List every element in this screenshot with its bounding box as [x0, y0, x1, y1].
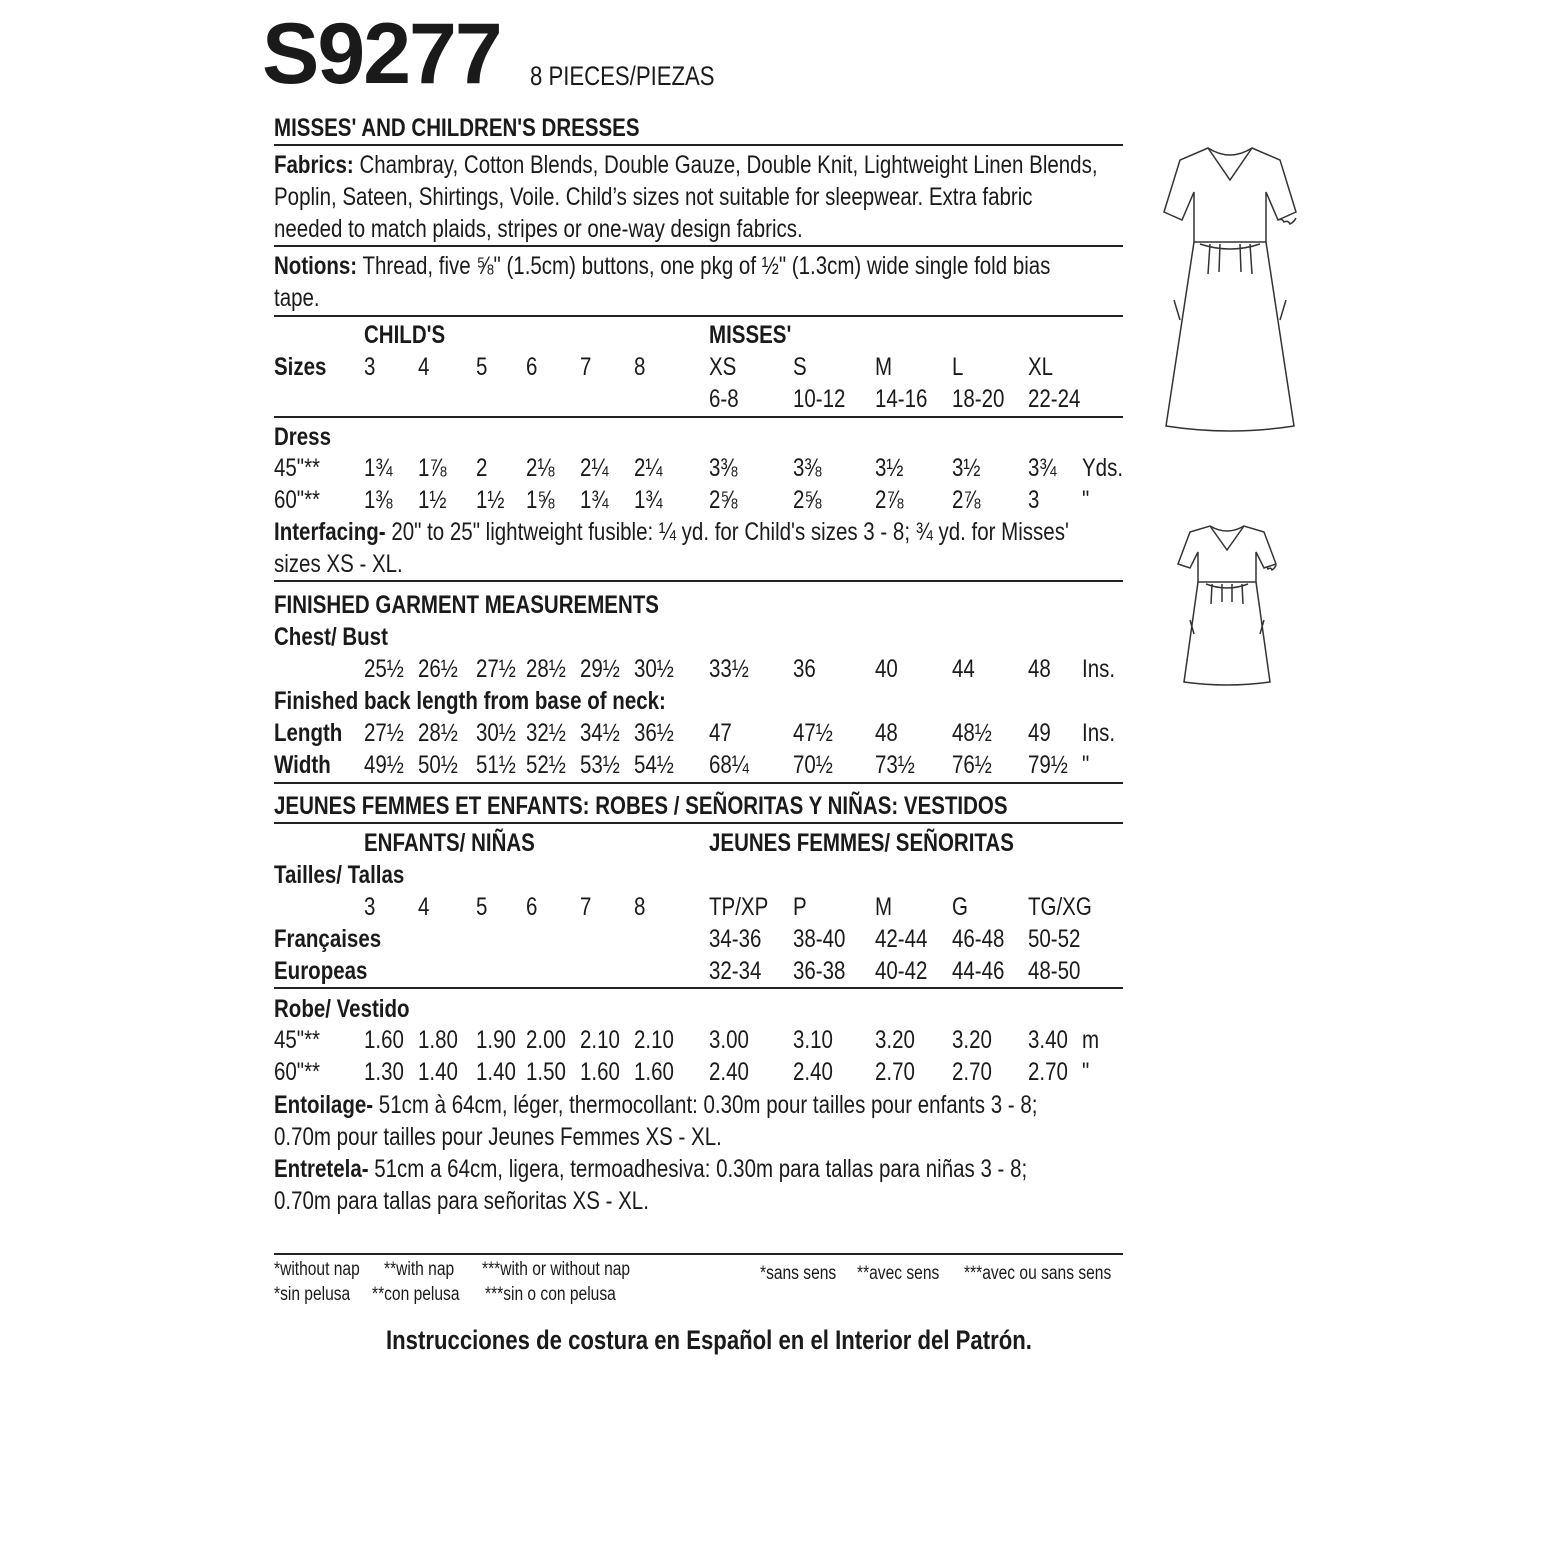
misses-label: MISSES': [709, 321, 792, 349]
child-size: 3: [364, 353, 376, 381]
fabrics-block: [274, 149, 1098, 181]
misses-size: S: [793, 353, 807, 381]
misses-cell: 73½: [875, 751, 915, 779]
misses-size: M: [875, 893, 893, 921]
misses-cell: 2⅝: [709, 486, 738, 514]
footnote-fr-3: ***avec ou sans sens: [964, 1263, 1112, 1284]
misses-cell: 3.20: [952, 1026, 992, 1054]
chest-label: Chest/ Bust: [274, 623, 388, 651]
misses-cell: 33½: [709, 655, 749, 683]
child-cell: 2.10: [634, 1026, 674, 1054]
chest-row: [0, 653, 1560, 685]
spanish-instructions-note: Instrucciones de costura en Español en el Interior del Patrón.: [386, 1325, 1032, 1355]
misses-size: G: [952, 893, 968, 921]
child-cell: 50½: [418, 751, 458, 779]
child-cell: 28½: [418, 719, 458, 747]
child-cell: 1¾: [364, 454, 393, 482]
entoilage-label: Entoilage-: [274, 1091, 374, 1119]
misses-cell: 44: [952, 655, 975, 683]
misses-cell: 79½: [1028, 751, 1068, 779]
child-cell: 1½: [418, 486, 447, 514]
europeas-size: 32-34: [709, 957, 762, 985]
misses-cell: 47: [709, 719, 732, 747]
child-size: 7: [580, 893, 592, 921]
divider: [274, 315, 1123, 317]
misses-size-numeric: 18-20: [952, 385, 1005, 413]
child-cell: 2.10: [580, 1026, 620, 1054]
misses-cell: 76½: [952, 751, 992, 779]
child-cell: 29½: [580, 655, 620, 683]
misses-cell: 48: [1028, 655, 1051, 683]
child-size: 4: [418, 353, 430, 381]
unit-cell: ": [1082, 486, 1090, 514]
child-cell: 2: [476, 454, 488, 482]
interfacing-line-2: sizes XS - XL.: [274, 550, 403, 578]
unit-cell: Ins.: [1082, 719, 1116, 747]
divider: [274, 987, 1123, 989]
divider: [274, 245, 1123, 247]
notions-block: [274, 250, 1050, 282]
child-cell: 1⅜: [364, 486, 393, 514]
unit-cell: ": [1082, 1058, 1090, 1086]
robe-row-45: [0, 1024, 1560, 1056]
unit-cell: Yds.: [1082, 454, 1124, 482]
misses-cell: 48: [875, 719, 898, 747]
length-label: Length: [274, 719, 343, 747]
fabrics-line-2: Poplin, Sateen, Shirtings, Voile. Child’s sizes not suitable for sleepwear. Extra fabric: [274, 183, 1033, 211]
pattern-number: S9277: [262, 6, 501, 102]
misses-size-numeric: 10-12: [793, 385, 846, 413]
child-cell: 53½: [580, 751, 620, 779]
europeas-label: Europeas: [274, 957, 368, 985]
sizes-row: [0, 351, 1560, 383]
childs-label: CHILD'S: [364, 321, 446, 349]
footnote-es-3: ***sin o con pelusa: [485, 1284, 616, 1305]
dress-label: Dress: [274, 423, 331, 451]
child-size: 5: [476, 353, 488, 381]
child-cell: 34½: [580, 719, 620, 747]
child-size: 6: [526, 893, 538, 921]
child-cell: 1¾: [580, 486, 609, 514]
notions-line-1: Thread, five ⅝" (1.5cm) buttons, one pkg of ½" (1.3cm) wide single fold bias: [362, 252, 1051, 280]
entoilage-line-1: 51cm à 64cm, léger, thermocollant: 0.30m pour tailles pour enfants 3 - 8;: [378, 1091, 1038, 1119]
europeas-row: [0, 955, 1560, 987]
footnote-fr-2: **avec sens: [857, 1263, 940, 1284]
misses-size-numeric: 22-24: [1028, 385, 1081, 413]
child-cell: 1.80: [418, 1026, 458, 1054]
misses-dress-illustration: [1150, 140, 1310, 440]
fabrics-line-1: Chambray, Cotton Blends, Double Gauze, Double Knit, Lightweight Linen Blends,: [359, 151, 1098, 179]
childs-dress-illustration: [1172, 520, 1282, 690]
francaises-size: 38-40: [793, 925, 846, 953]
child-size: 4: [418, 893, 430, 921]
misses-cell: 2.70: [875, 1058, 915, 1086]
misses-size-numeric: 6-8: [709, 385, 739, 413]
footnote-es-2: **con pelusa: [372, 1284, 460, 1305]
misses-cell: 3.20: [875, 1026, 915, 1054]
child-cell: 1.50: [526, 1058, 566, 1086]
footnote-en-1: *without nap: [274, 1259, 360, 1280]
child-cell: 36½: [634, 719, 674, 747]
misses-cell: 3¾: [1028, 454, 1057, 482]
width-label: Width: [274, 751, 331, 779]
unit-cell: m: [1082, 1026, 1100, 1054]
europeas-size: 40-42: [875, 957, 928, 985]
misses-cell: 3½: [952, 454, 981, 482]
francaises-row: [0, 923, 1560, 955]
notions-label: Notions:: [274, 252, 358, 280]
row-label: 45"**: [274, 1026, 321, 1054]
length-row: [0, 717, 1560, 749]
misses-cell: 49: [1028, 719, 1051, 747]
misses-cell: 3.00: [709, 1026, 749, 1054]
misses-cell: 3½: [875, 454, 904, 482]
europeas-size: 48-50: [1028, 957, 1081, 985]
child-cell: 1.60: [634, 1058, 674, 1086]
row-label: 60"**: [274, 1058, 321, 1086]
sizes-label: Sizes: [274, 353, 327, 381]
divider: [274, 416, 1123, 418]
child-cell: 32½: [526, 719, 566, 747]
child-size: 8: [634, 353, 646, 381]
europeas-size: 36-38: [793, 957, 846, 985]
francaises-size: 46-48: [952, 925, 1005, 953]
child-size: 6: [526, 353, 538, 381]
child-size: 5: [476, 893, 488, 921]
interfacing-line-1: 20" to 25" lightweight fusible: ¼ yd. for Child's sizes 3 - 8; ¾ yd. for Misses': [391, 518, 1069, 546]
dress-row-60: [0, 484, 1560, 516]
back-length-note: Finished back length from base of neck:: [274, 687, 666, 715]
entoilage-block: [274, 1089, 1037, 1121]
unit-cell: ": [1082, 751, 1090, 779]
child-cell: 30½: [476, 719, 516, 747]
width-row: [0, 749, 1560, 781]
misses-cell: 3⅜: [793, 454, 822, 482]
footnote-en-3: ***with or without nap: [482, 1259, 631, 1280]
divider: [274, 782, 1123, 784]
child-cell: 27½: [476, 655, 516, 683]
divider: [274, 1253, 1123, 1255]
child-cell: 1.30: [364, 1058, 404, 1086]
misses-cell: 70½: [793, 751, 833, 779]
translated-title: JEUNES FEMMES ET ENFANTS: ROBES / SEÑORITAS Y NIÑAS: VESTIDOS: [274, 792, 1008, 820]
misses-cell: 48½: [952, 719, 992, 747]
child-cell: 28½: [526, 655, 566, 683]
child-size: 7: [580, 353, 592, 381]
row-label: 60"**: [274, 486, 321, 514]
misses-cell: 3⅜: [709, 454, 738, 482]
misses-size-numeric: 14-16: [875, 385, 928, 413]
entoilage-line-2: 0.70m pour tailles pour Jeunes Femmes XS - XL.: [274, 1123, 722, 1151]
child-cell: 49½: [364, 751, 404, 779]
misses-cell: 2⅝: [793, 486, 822, 514]
child-cell: 2.00: [526, 1026, 566, 1054]
child-cell: 2¼: [634, 454, 663, 482]
tailles-label: Tailles/ Tallas: [274, 861, 405, 889]
misses-cell: 68¼: [709, 751, 749, 779]
footnote-fr-1: *sans sens: [760, 1263, 837, 1284]
misses-size: P: [793, 893, 807, 921]
child-cell: 1½: [476, 486, 505, 514]
misses-size: XL: [1028, 353, 1054, 381]
entretela-line-2: 0.70m para tallas para señoritas XS - XL.: [274, 1187, 649, 1215]
child-cell: 51½: [476, 751, 516, 779]
fabrics-line-3: needed to match plaids, stripes or one-way design fabrics.: [274, 215, 803, 243]
child-cell: 30½: [634, 655, 674, 683]
francaises-size: 42-44: [875, 925, 928, 953]
misses-cell: 3.40: [1028, 1026, 1068, 1054]
child-size: 3: [364, 893, 376, 921]
fabrics-label: Fabrics:: [274, 151, 354, 179]
child-cell: 54½: [634, 751, 674, 779]
entretela-block: [274, 1153, 1027, 1185]
europeas-size: 44-46: [952, 957, 1005, 985]
misses-cell: 40: [875, 655, 898, 683]
child-cell: 2¼: [580, 454, 609, 482]
child-cell: 2⅛: [526, 454, 555, 482]
child-cell: 1¾: [634, 486, 663, 514]
misses-cell: 2⅞: [952, 486, 981, 514]
child-cell: 25½: [364, 655, 404, 683]
francaises-label: Françaises: [274, 925, 382, 953]
dress-row-45: [0, 452, 1560, 484]
child-cell: 1.60: [364, 1026, 404, 1054]
entretela-line-1: 51cm a 64cm, ligera, termoadhesiva: 0.30m para tallas para niñas 3 - 8;: [374, 1155, 1028, 1183]
tailles-row: [0, 891, 1560, 923]
child-size: 8: [634, 893, 646, 921]
notions-line-2: tape.: [274, 284, 320, 312]
pattern-title: MISSES' AND CHILDREN'S DRESSES: [274, 114, 640, 142]
child-cell: 1.40: [476, 1058, 516, 1086]
francaises-size: 50-52: [1028, 925, 1081, 953]
misses-cell: 2.40: [793, 1058, 833, 1086]
francaises-size: 34-36: [709, 925, 762, 953]
pieces-count: 8 PIECES/PIEZAS: [530, 61, 715, 91]
sizes-numeric-row: [0, 383, 1560, 415]
misses-cell: 2⅞: [875, 486, 904, 514]
misses-cell: 3: [1028, 486, 1040, 514]
interfacing-label: Interfacing-: [274, 518, 386, 546]
footnote-en-2: **with nap: [384, 1259, 455, 1280]
row-label: 45"**: [274, 454, 321, 482]
child-cell: 1.60: [580, 1058, 620, 1086]
child-cell: 1.40: [418, 1058, 458, 1086]
child-cell: 1.90: [476, 1026, 516, 1054]
divider: [274, 822, 1123, 824]
finished-title: FINISHED GARMENT MEASUREMENTS: [274, 591, 659, 619]
divider: [274, 144, 1123, 146]
misses-size: TG/XG: [1028, 893, 1092, 921]
footnote-es-1: *sin pelusa: [274, 1284, 351, 1305]
misses-size: M: [875, 353, 893, 381]
misses-size: TP/XP: [709, 893, 769, 921]
misses-cell: 2.70: [952, 1058, 992, 1086]
misses-cell: 2.40: [709, 1058, 749, 1086]
entretela-label: Entretela-: [274, 1155, 369, 1183]
unit-cell: Ins.: [1082, 655, 1116, 683]
misses-cell: 3.10: [793, 1026, 833, 1054]
misses-cell: 2.70: [1028, 1058, 1068, 1086]
robe-row-60: [0, 1056, 1560, 1088]
child-cell: 26½: [418, 655, 458, 683]
child-cell: 1⅞: [418, 454, 447, 482]
divider: [274, 580, 1123, 582]
misses-cell: 47½: [793, 719, 833, 747]
robe-label: Robe/ Vestido: [274, 995, 410, 1023]
misses-size: L: [952, 353, 964, 381]
interfacing-block: [274, 516, 1069, 548]
misses-cell: 36: [793, 655, 816, 683]
child-cell: 1⅝: [526, 486, 555, 514]
jeunes-label: JEUNES FEMMES/ SEÑORITAS: [709, 829, 1014, 857]
enfants-label: ENFANTS/ NIÑAS: [364, 829, 535, 857]
misses-size: XS: [709, 353, 737, 381]
child-cell: 27½: [364, 719, 404, 747]
child-cell: 52½: [526, 751, 566, 779]
